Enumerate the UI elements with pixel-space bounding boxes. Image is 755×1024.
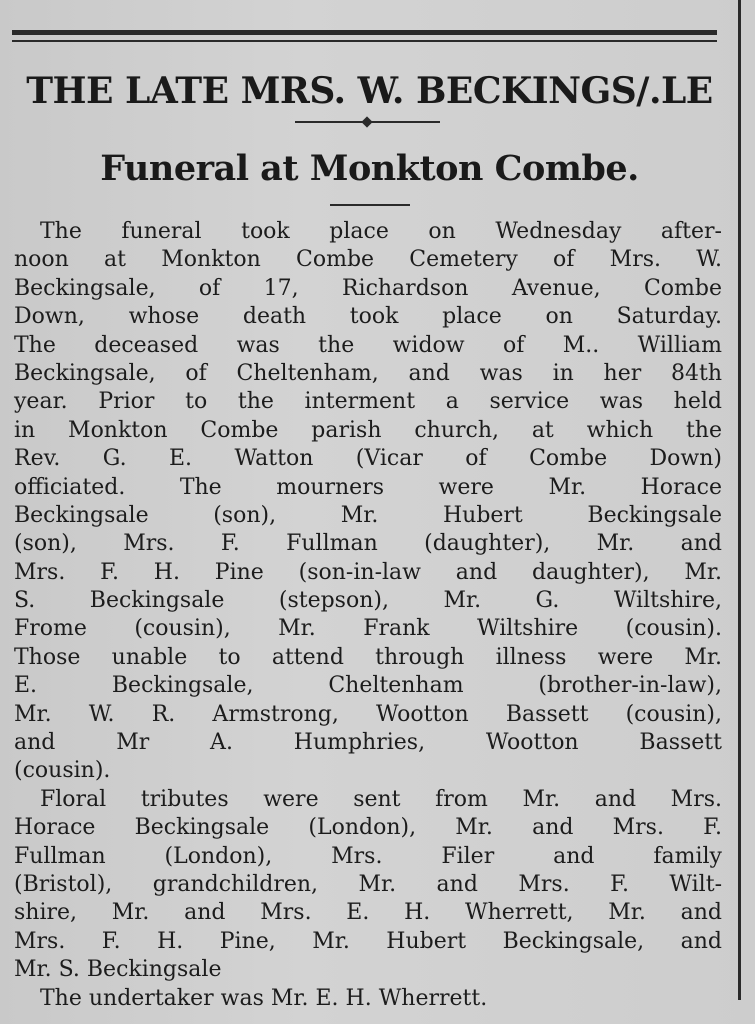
article-line: The funeral took place on Wednesday after- — [40, 219, 722, 244]
article-line: Those unable to attend through illness were Mr. — [14, 644, 722, 670]
ornament-diamond — [361, 116, 372, 127]
article-line: Frome (cousin), Mr. Frank Wiltshire (cousin). — [14, 616, 722, 642]
article-line: shire, Mr. and Mrs. E. H. Wherrett, Mr. and — [14, 900, 722, 926]
article-line: officiated. The mourners were Mr. Horace — [14, 474, 722, 500]
top-rule-thin — [12, 40, 717, 42]
column-rule — [738, 0, 741, 1000]
article-line: (Bristol), grandchildren, Mr. and Mrs. F. Wilt- — [14, 871, 722, 897]
article-body — [14, 218, 722, 1013]
article-line: Beckingsale, of 17, Richardson Avenue, Combe — [14, 275, 722, 301]
article-line: The undertaker was Mr. E. H. Wherrett. — [40, 985, 488, 1011]
article-line: noon at Monkton Combe Cemetery of Mrs. W. — [14, 247, 722, 273]
article-line: Down, whose death took place on Saturday. — [14, 304, 722, 330]
article-line: in Monkton Combe parish church, at which the — [14, 417, 722, 443]
article-line: E. Beckingsale, Cheltenham (brother-in-law), — [14, 673, 722, 699]
article-line: S. Beckingsale (stepson), Mr. G. Wiltshire, — [14, 588, 722, 614]
article-line: Mrs. F. H. Pine (son-in-law and daughter), Mr. — [14, 559, 722, 585]
article-line: (son), Mrs. F. Fullman (daughter), Mr. and — [14, 531, 722, 557]
subheadline-rule — [330, 204, 410, 206]
article-line: and Mr A. Humphries, Wootton Bassett — [14, 730, 722, 756]
article-line: Mr. S. Beckingsale — [14, 957, 222, 983]
article-line: Horace Beckingsale (London), Mr. and Mrs. F. — [14, 815, 722, 841]
article-line: The deceased was the widow of M.. William — [14, 332, 722, 358]
article-line: Fullman (London), Mrs. Filer and family — [14, 843, 722, 869]
article-line: Beckingsale, of Cheltenham, and was in her 84th — [14, 360, 722, 386]
article-line: Mrs. F. H. Pine, Mr. Hubert Beckingsale, and — [14, 928, 722, 954]
article-line: Rev. G. E. Watton (Vicar of Combe Down) — [14, 446, 722, 472]
subheadline: Funeral at Monkton Combe. — [100, 148, 639, 189]
article-line: year. Prior to the interment a service was held — [14, 389, 722, 415]
article-line: (cousin). — [14, 758, 111, 784]
article-line: Floral tributes were sent from Mr. and Mrs. — [40, 786, 722, 812]
article-line: Beckingsale (son), Mr. Hubert Beckingsale — [14, 502, 722, 528]
article-line: Mr. W. R. Armstrong, Wootton Bassett (cousin), — [14, 701, 722, 727]
headline: THE LATE MRS. W. BECKINGS/.LE — [26, 70, 713, 112]
top-rule-thick — [12, 30, 717, 35]
